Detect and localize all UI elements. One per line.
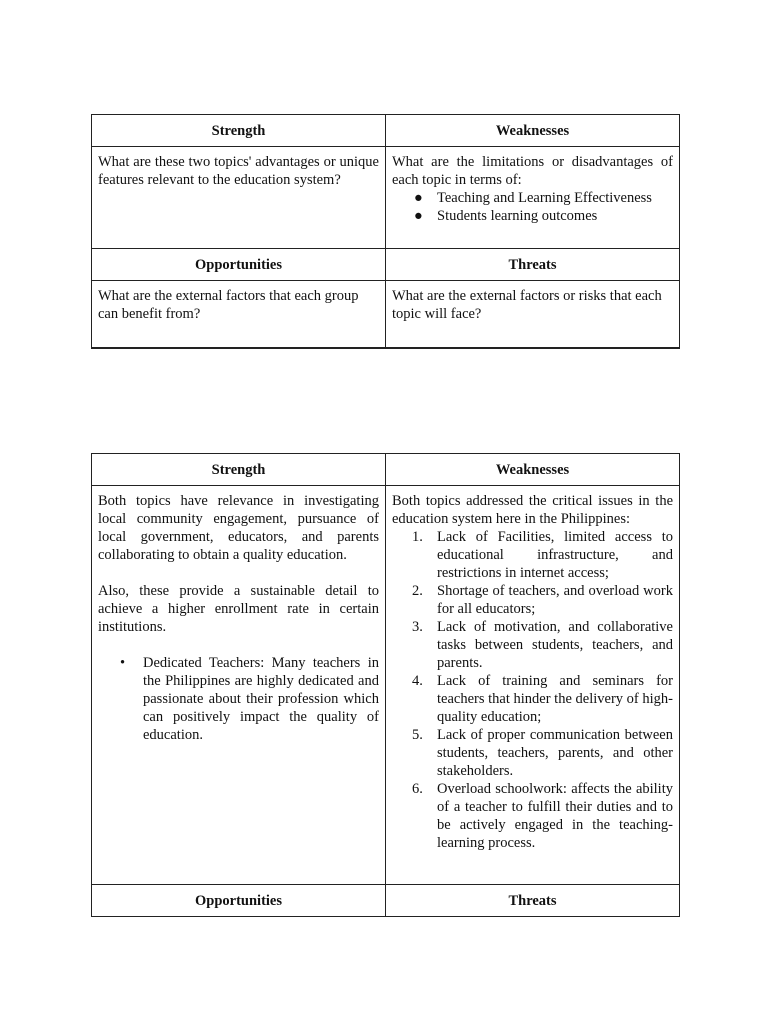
weaknesses-list xyxy=(392,189,673,225)
list-item-text: Lack of Facilities, limited access to educational infrastructure, and restrictions in internet access; xyxy=(437,529,673,581)
list-item xyxy=(392,672,673,726)
table-row xyxy=(92,249,680,281)
weaknesses-cell xyxy=(386,147,680,249)
spacer xyxy=(98,564,379,582)
list-item xyxy=(392,618,673,672)
swot-template-table xyxy=(91,114,680,349)
bullet-icon: ● xyxy=(414,208,423,224)
list-number: 3. xyxy=(412,619,423,635)
list-item-text: Shortage of teachers, and overload work for all educators; xyxy=(437,583,673,617)
list-item xyxy=(98,654,379,744)
opportunities-header: Opportunities xyxy=(92,249,386,281)
threats-cell xyxy=(386,281,680,349)
weaknesses-intro: What are the limitations or disadvantages of each topic in terms of: xyxy=(392,154,673,188)
strength-paragraph: Also, these provide a sustainable detail to achieve a higher enrollment rate in certain institutions. xyxy=(98,583,379,635)
list-number: 1. xyxy=(412,529,423,545)
bullet-icon: • xyxy=(120,655,126,671)
list-item-text: Teaching and Learning Effectiveness xyxy=(437,190,652,206)
weaknesses-header: Weaknesses xyxy=(386,115,680,147)
table-row xyxy=(92,486,680,885)
weaknesses-list xyxy=(392,528,673,852)
table-row xyxy=(92,115,680,147)
strength-cell xyxy=(92,486,386,885)
table-row xyxy=(92,281,680,349)
strength-text: What are these two topics' advantages or unique features relevant to the education system? xyxy=(98,154,379,188)
list-item xyxy=(392,528,673,582)
list-number: 6. xyxy=(412,781,423,797)
threats-text: What are the external factors or risks that each topic will face? xyxy=(392,288,662,322)
list-item xyxy=(392,189,673,207)
list-item xyxy=(392,780,673,852)
list-item xyxy=(392,726,673,780)
strength-header: Strength xyxy=(92,115,386,147)
opportunities-header: Opportunities xyxy=(92,885,386,917)
swot-analysis-table xyxy=(91,453,680,917)
list-number: 2. xyxy=(412,583,423,599)
strength-list xyxy=(98,654,379,744)
threats-header: Threats xyxy=(386,885,680,917)
list-item-text: Dedicated Teachers: Many teachers in the Philippines are highly dedicated and passionate about their profession which can positively impact the quality of education. xyxy=(143,655,379,743)
list-item-text: Lack of motivation, and collaborative tasks between students, teachers, and parents. xyxy=(437,619,673,671)
strength-cell xyxy=(92,147,386,249)
weaknesses-cell xyxy=(386,486,680,885)
weaknesses-header: Weaknesses xyxy=(386,454,680,486)
spacer xyxy=(98,636,379,654)
list-item-text: Lack of training and seminars for teachers that hinder the delivery of high-quality education; xyxy=(437,673,673,725)
list-item-text: Lack of proper communication between students, teachers, parents, and other stakeholders. xyxy=(437,727,673,779)
list-item-text: Overload schoolwork: affects the ability of a teacher to fulfill their duties and to be actively engaged in the teaching-learning process. xyxy=(437,781,673,851)
opportunities-cell xyxy=(92,281,386,349)
list-number: 5. xyxy=(412,727,423,743)
bullet-icon: ● xyxy=(414,190,423,206)
table-row xyxy=(92,147,680,249)
weaknesses-intro: Both topics addressed the critical issues in the education system here in the Philippines: xyxy=(392,493,673,527)
strength-header: Strength xyxy=(92,454,386,486)
table-row xyxy=(92,454,680,486)
list-item-text: Students learning outcomes xyxy=(437,208,598,224)
table-row xyxy=(92,885,680,917)
list-item xyxy=(392,207,673,225)
opportunities-text: What are the external factors that each group can benefit from? xyxy=(98,288,359,322)
threats-header: Threats xyxy=(386,249,680,281)
strength-paragraph: Both topics have relevance in investigating local community engagement, pursuance of local government, educators, and parents collaborating to obtain a quality education. xyxy=(98,493,379,563)
list-number: 4. xyxy=(412,673,423,689)
list-item xyxy=(392,582,673,618)
